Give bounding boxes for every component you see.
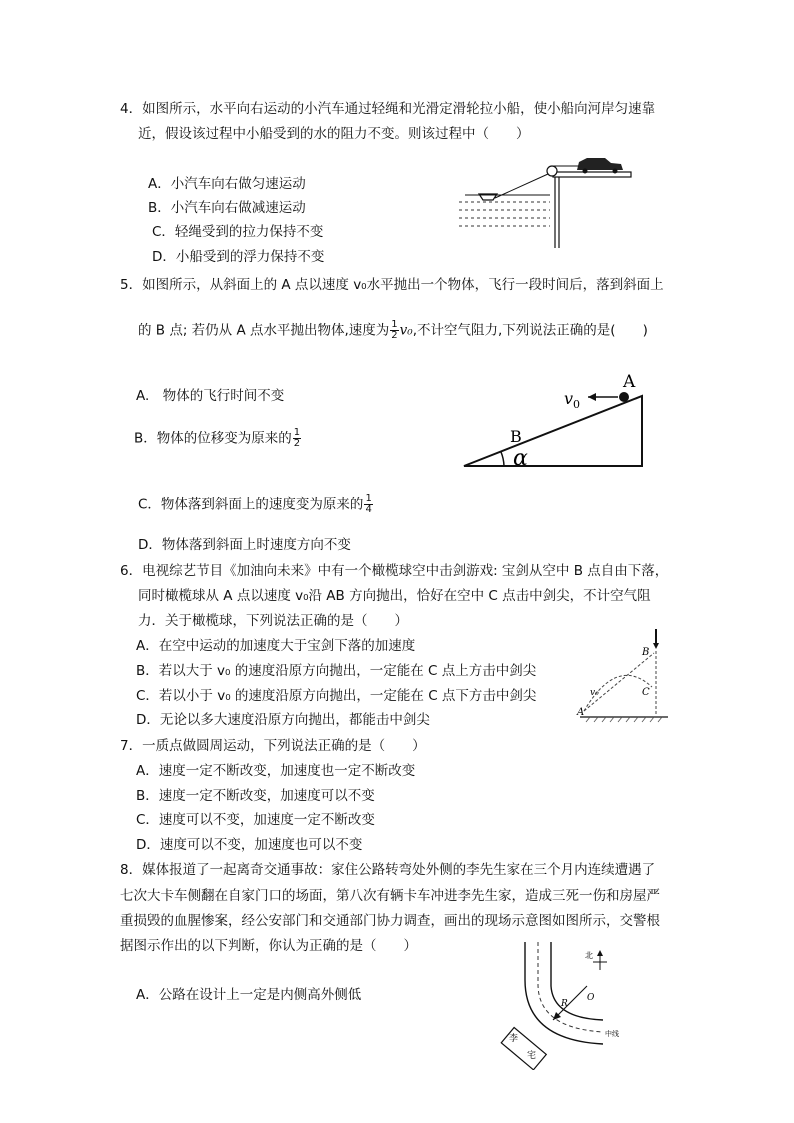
q6-fig-label-a: A bbox=[577, 707, 585, 718]
q8-fig-label-o: O bbox=[587, 993, 595, 1003]
ab-line bbox=[584, 653, 654, 711]
q7-stem: 7．一质点做圆周运动，下列说法正确的是（ ） bbox=[120, 738, 426, 754]
q8-stem-line1: 8．媒体报道了一起离奇交通事故：家住公路转弯处外侧的李先生家在三个月内连续遭遇了 bbox=[120, 862, 656, 878]
q5-option-a: A. 物体的飞行时间不变 bbox=[136, 388, 285, 404]
q4-option-d: D．小船受到的浮力保持不变 bbox=[152, 249, 325, 265]
q5-option-b-fraction bbox=[293, 428, 301, 449]
q6-fig-label-b: B bbox=[642, 647, 650, 658]
q6-stem-line3: 力．关于橄榄球，下列说法正确的是（ ） bbox=[138, 613, 408, 629]
q5-option-b-den: 2 bbox=[293, 438, 301, 449]
car-icon bbox=[577, 158, 623, 174]
q8-stem-line2: 七次大卡车侧翻在自家门口的场面，第八次有辆卡车冲进李先生家，造成三死一伤和房屋严 bbox=[120, 888, 660, 904]
house-icon bbox=[501, 1027, 546, 1069]
q8-fig-label-house2: 宅 bbox=[527, 1051, 537, 1061]
q5-fig-label-b: B bbox=[510, 427, 522, 446]
q6-stem-line1: 6．电视综艺节目《加油向未来》中有一个橄榄球空中击剑游戏: 宝剑从空中 B 点自由下落， bbox=[120, 563, 669, 579]
q6-option-a: A．在空中运动的加速度大于宝剑下落的加速度 bbox=[136, 638, 416, 654]
q5-option-b-num: 1 bbox=[293, 427, 301, 438]
q5-option-b bbox=[134, 428, 302, 449]
road-inner-edge bbox=[551, 942, 603, 1020]
q5-option-d: D．物体落到斜面上时速度方向不变 bbox=[138, 537, 351, 553]
q5-option-c-text: C．物体落到斜面上的速度变为原来的 bbox=[138, 496, 364, 513]
q4-option-c: C．轻绳受到的拉力保持不变 bbox=[152, 224, 324, 240]
road-center-line bbox=[538, 942, 603, 1032]
q5-fig-label-v0: v bbox=[564, 389, 574, 408]
q5-option-b-text: B．物体的位移变为原来的 bbox=[134, 430, 292, 447]
q4-stem-line1: 4．如图所示，水平向右运动的小汽车通过轻绳和光滑定滑轮拉小船，使小船向河岸匀速靠 bbox=[120, 101, 656, 117]
q4-figure-car-pulley-boat bbox=[455, 150, 635, 250]
q7-option-d: D．速度可以不变，加速度也可以不变 bbox=[136, 837, 363, 853]
q8-fig-label-r: R bbox=[561, 999, 568, 1009]
q8-fig-label-north: 北 bbox=[585, 951, 593, 960]
q5-option-c-fraction bbox=[364, 494, 372, 515]
q8-option-a: A．公路在设计上一定是内侧高外侧低 bbox=[136, 987, 362, 1003]
q7-option-a: A．速度一定不断改变，加速度也一定不断改变 bbox=[136, 763, 416, 779]
angle-arc bbox=[501, 452, 504, 466]
q7-option-c: C．速度可以不变，加速度一定不断改变 bbox=[136, 812, 375, 828]
q6-option-d: D．无论以多大速度沿原方向抛出，都能击中剑尖 bbox=[136, 712, 430, 728]
q4-option-a: A．小汽车向右做匀速运动 bbox=[148, 176, 306, 192]
q5-fig-label-a: A bbox=[623, 372, 636, 392]
q5-v0: v₀ bbox=[399, 322, 413, 339]
pulley-icon bbox=[547, 166, 557, 176]
q8-figure-road-curve bbox=[495, 940, 625, 1070]
q5-fig-label-v0-sub: 0 bbox=[573, 398, 580, 411]
q8-stem-line4: 据图示作出的以下判断，你认为正确的是（ ） bbox=[120, 938, 417, 954]
q6-option-b: B．若以大于 v₀ 的速度沿原方向抛出，一定能在 C 点上方击中剑尖 bbox=[136, 663, 537, 679]
incline-triangle bbox=[464, 396, 642, 466]
q8-fig-label-centerline: 中线 bbox=[605, 1030, 619, 1038]
q4-option-b: B．小汽车向右做减速运动 bbox=[148, 200, 306, 216]
v0-arrowhead bbox=[588, 393, 596, 401]
ball-icon bbox=[619, 392, 629, 402]
q5-option-c-den: 4 bbox=[365, 504, 372, 515]
q6-stem-line2: 同时橄榄球从 A 点以速度 v₀沿 AB 方向抛出，恰好在空中 C 点击中剑尖，不计空气阻 bbox=[138, 588, 651, 604]
q5-stem-line2-post: ,不计空气阻力,下列说法正确的是( ) bbox=[412, 322, 648, 339]
q7-option-b: B．速度一定不断改变，加速度可以不变 bbox=[136, 788, 375, 804]
q5-figure-incline bbox=[460, 372, 650, 472]
q8-fig-label-house1: 李 bbox=[509, 1034, 519, 1044]
q5-fraction bbox=[390, 320, 398, 341]
rope-to-boat bbox=[495, 174, 548, 198]
q5-option-c-num: 1 bbox=[365, 493, 372, 504]
q6-figure-sword-ball bbox=[572, 625, 672, 725]
q6-fig-label-c: C bbox=[642, 687, 650, 698]
q5-option-c bbox=[138, 494, 374, 515]
q5-stem-line2-pre: 的 B 点; 若仍从 A 点水平抛出物体,速度为 bbox=[138, 322, 390, 339]
q6-option-c: C．若以小于 v₀ 的速度沿原方向抛出，一定能在 C 点下方击中剑尖 bbox=[136, 688, 537, 704]
north-arrow-icon bbox=[593, 950, 607, 970]
water-lines bbox=[459, 202, 550, 226]
bank-platform bbox=[553, 172, 631, 177]
q8-stem-line3: 重损毁的血腥惨案，经公安部门和交通部门协力调查，画出的现场示意图如图所示，交警根 bbox=[120, 913, 660, 929]
q5-stem-line2 bbox=[138, 320, 648, 341]
q4-stem-line2: 近，假设该过程中小船受到的水的阻力不变。则该过程中（ ） bbox=[138, 126, 530, 142]
q5-fraction-num: 1 bbox=[391, 319, 398, 330]
q6-fig-label-v0: v₀ bbox=[590, 688, 599, 698]
q5-fig-label-alpha: α bbox=[513, 446, 528, 471]
q5-stem-line1: 5．如图所示，从斜面上的 A 点以速度 v₀水平抛出一个物体，飞行一段时间后，落到斜面上 bbox=[120, 277, 664, 293]
q5-fraction-den: 2 bbox=[391, 330, 398, 341]
